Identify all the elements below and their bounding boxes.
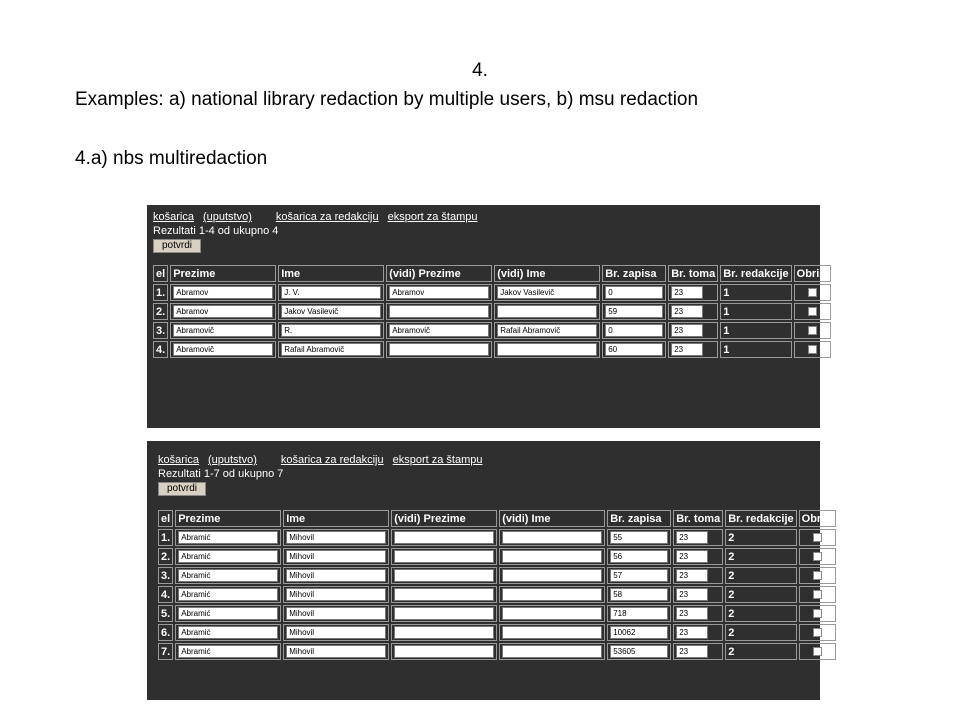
surname-cell [170, 322, 276, 339]
see-name-cell [499, 586, 605, 603]
column-header-surname: Prezime [175, 510, 281, 527]
record-count-field[interactable]: 10062 [610, 626, 668, 639]
volume-number-cell [673, 548, 723, 565]
table-row [158, 529, 836, 546]
row-number-cell: 5. [158, 605, 173, 622]
column-header-record-count: Br. zapisa [607, 510, 671, 527]
record-count-field[interactable]: 59 [605, 305, 663, 318]
delete-checkbox[interactable] [813, 590, 822, 599]
volume-number-cell [668, 341, 718, 358]
print-export-link[interactable]: eksport za štampu [387, 211, 478, 223]
name-cell [283, 567, 389, 584]
surname-field[interactable]: Abramić [178, 588, 278, 601]
see-name-field[interactable] [502, 645, 602, 658]
record-count-cell [602, 341, 666, 358]
see-surname-field[interactable] [394, 550, 494, 563]
name-cell [283, 529, 389, 546]
volume-number-field[interactable]: 23 [671, 324, 703, 337]
name-cell [283, 605, 389, 622]
volume-number-field[interactable]: 23 [676, 645, 708, 658]
record-count-cell [607, 643, 671, 660]
volume-number-cell [668, 284, 718, 301]
see-surname-cell [391, 586, 497, 603]
name-cell [283, 548, 389, 565]
delete-checkbox[interactable] [808, 307, 817, 316]
record-count-field[interactable]: 0 [605, 324, 663, 337]
column-header-record-count: Br. zapisa [602, 265, 666, 282]
record-count-cell [607, 548, 671, 565]
see-name-cell [499, 624, 605, 641]
name-field[interactable]: Mihovil [286, 569, 386, 582]
name-cell [283, 586, 389, 603]
see-name-cell [499, 529, 605, 546]
results-table [151, 263, 833, 360]
surname-field[interactable]: Abramić [178, 550, 278, 563]
see-surname-field[interactable]: Abramovič [389, 324, 489, 337]
record-count-cell [602, 322, 666, 339]
see-name-field[interactable] [502, 626, 602, 639]
volume-number-cell [673, 643, 723, 660]
see-surname-field[interactable] [389, 305, 489, 318]
record-count-field[interactable]: 0 [605, 286, 663, 299]
see-name-field[interactable]: Jakov Vasilevič [497, 286, 597, 299]
name-field[interactable]: Mihovil [286, 626, 386, 639]
see-name-cell [494, 303, 600, 320]
name-cell [278, 322, 384, 339]
see-surname-field[interactable] [394, 626, 494, 639]
table-row [158, 643, 836, 660]
delete-checkbox[interactable] [808, 326, 817, 335]
name-field[interactable]: Mihovil [286, 531, 386, 544]
see-name-field[interactable] [502, 569, 602, 582]
volume-number-field[interactable]: 23 [671, 343, 703, 356]
table-row [153, 341, 831, 358]
delete-cell [799, 605, 837, 622]
see-name-cell [499, 548, 605, 565]
name-field[interactable]: J. V. [281, 286, 381, 299]
see-name-field[interactable]: Rafail Abramovič [497, 324, 597, 337]
column-header-row-number: el [158, 510, 173, 527]
column-header-see-surname: (vidi) Prezime [386, 265, 492, 282]
see-surname-cell [386, 303, 492, 320]
see-name-cell [499, 605, 605, 622]
column-header-redaction-number: Br. redakcije [725, 510, 796, 527]
name-field[interactable]: Rafail Abramovič [281, 343, 381, 356]
nav-links [153, 211, 814, 224]
see-surname-cell [391, 548, 497, 565]
results-count: Rezultati 1-4 od ukupno 4 [153, 225, 279, 237]
volume-number-field[interactable]: 23 [671, 286, 703, 299]
delete-checkbox[interactable] [813, 609, 822, 618]
name-field[interactable]: Mihovil [286, 588, 386, 601]
delete-cell [794, 322, 832, 339]
see-surname-cell [391, 605, 497, 622]
delete-cell [799, 529, 837, 546]
print-export-link[interactable]: eksport za štampu [392, 454, 483, 466]
redaction-number-cell: 2 [725, 548, 796, 565]
surname-cell [170, 341, 276, 358]
redaction-number-cell: 2 [725, 586, 796, 603]
results-table [156, 508, 838, 662]
delete-checkbox[interactable] [813, 571, 822, 580]
row-number-cell: 2. [158, 548, 173, 565]
results-count: Rezultati 1-7 od ukupno 7 [158, 468, 284, 480]
row-number-cell: 7. [158, 643, 173, 660]
table-row [153, 303, 831, 320]
see-name-cell [494, 341, 600, 358]
surname-cell [175, 567, 281, 584]
surname-cell [175, 586, 281, 603]
name-cell [278, 284, 384, 301]
see-name-cell [494, 284, 600, 301]
record-count-field[interactable]: 718 [610, 607, 668, 620]
column-header-surname: Prezime [170, 265, 276, 282]
record-count-field[interactable]: 56 [610, 550, 668, 563]
row-number-cell: 3. [153, 322, 168, 339]
redaction-number-cell: 1 [720, 322, 791, 339]
delete-checkbox[interactable] [813, 647, 822, 656]
see-name-cell [499, 643, 605, 660]
cart-link[interactable]: košarica [158, 454, 199, 466]
surname-cell [175, 548, 281, 565]
row-number-cell: 4. [153, 341, 168, 358]
record-count-field[interactable]: 58 [610, 588, 668, 601]
volume-number-cell [668, 322, 718, 339]
name-field[interactable]: Mihovil [286, 645, 386, 658]
name-field[interactable]: Mihovil [286, 550, 386, 563]
surname-field[interactable]: Abramić [178, 569, 278, 582]
delete-cell [799, 643, 837, 660]
volume-number-field[interactable]: 23 [676, 531, 708, 544]
confirm-button[interactable]: potvrdi [158, 482, 206, 496]
see-surname-cell [386, 341, 492, 358]
delete-cell [799, 586, 837, 603]
delete-cell [794, 303, 832, 320]
column-header-see-name: (vidi) Ime [499, 510, 605, 527]
surname-field[interactable]: Abramić [178, 645, 278, 658]
column-header-volume-number: Br. toma [673, 510, 723, 527]
redaction-number-cell: 2 [725, 567, 796, 584]
see-name-field[interactable] [497, 305, 597, 318]
delete-cell [794, 341, 832, 358]
name-field[interactable]: Jakov Vasilevič [281, 305, 381, 318]
redaction-number-cell: 1 [720, 341, 791, 358]
confirm-button[interactable]: potvrdi [153, 239, 201, 253]
row-number-cell: 3. [158, 567, 173, 584]
results-panel-msu [147, 441, 834, 700]
surname-cell [175, 605, 281, 622]
table-header-row [153, 265, 831, 282]
see-surname-cell [391, 624, 497, 641]
volume-number-cell [668, 303, 718, 320]
table-row [153, 322, 831, 339]
slide-number: 4. [472, 60, 488, 81]
row-number-cell: 6. [158, 624, 173, 641]
record-count-field[interactable]: 60 [605, 343, 663, 356]
surname-cell [170, 303, 276, 320]
see-surname-cell [386, 284, 492, 301]
redaction-number-cell: 2 [725, 605, 796, 622]
name-field[interactable]: Mihovil [286, 607, 386, 620]
surname-field[interactable]: Abramić [178, 607, 278, 620]
delete-checkbox[interactable] [813, 552, 822, 561]
see-surname-field[interactable] [394, 531, 494, 544]
delete-checkbox[interactable] [813, 533, 822, 542]
see-surname-field[interactable] [394, 569, 494, 582]
see-surname-cell [391, 529, 497, 546]
delete-cell [794, 284, 832, 301]
see-name-field[interactable] [502, 531, 602, 544]
nav-links [158, 454, 814, 467]
name-cell [283, 624, 389, 641]
surname-cell [175, 529, 281, 546]
see-surname-field[interactable] [394, 588, 494, 601]
column-header-name: Ime [283, 510, 389, 527]
column-header-name: Ime [278, 265, 384, 282]
delete-cell [799, 567, 837, 584]
table-row [158, 605, 836, 622]
row-number-cell: 1. [153, 284, 168, 301]
delete-checkbox[interactable] [813, 628, 822, 637]
column-header-see-name: (vidi) Ime [494, 265, 600, 282]
see-surname-cell [391, 567, 497, 584]
see-surname-field[interactable] [394, 607, 494, 620]
volume-number-field[interactable]: 23 [676, 550, 708, 563]
table-row [158, 586, 836, 603]
surname-field[interactable]: Abramovič [173, 324, 273, 337]
slide-subtitle: 4.a) nbs multiredaction [75, 148, 268, 169]
table-row [153, 284, 831, 301]
see-name-field[interactable] [502, 588, 602, 601]
row-number-cell: 1. [158, 529, 173, 546]
see-name-cell [494, 322, 600, 339]
table-header-row [158, 510, 836, 527]
column-header-delete: Obriši [799, 510, 837, 527]
surname-field[interactable]: Abramić [178, 626, 278, 639]
see-name-cell [499, 567, 605, 584]
surname-field[interactable]: Abramov [173, 286, 273, 299]
record-count-cell [607, 624, 671, 641]
surname-field[interactable]: Abramić [178, 531, 278, 544]
delete-cell [799, 548, 837, 565]
instructions-link[interactable]: (uputstvo) [202, 211, 252, 223]
redaction-cart-link[interactable]: košarica za redakciju [280, 454, 384, 466]
record-count-field[interactable]: 57 [610, 569, 668, 582]
redaction-number-cell: 2 [725, 529, 796, 546]
redaction-cart-link[interactable]: košarica za redakciju [275, 211, 379, 223]
column-header-redaction-number: Br. redakcije [720, 265, 791, 282]
redaction-number-cell: 2 [725, 624, 796, 641]
row-number-cell: 2. [153, 303, 168, 320]
volume-number-field[interactable]: 23 [676, 626, 708, 639]
volume-number-field[interactable]: 23 [676, 588, 708, 601]
volume-number-cell [673, 605, 723, 622]
volume-number-field[interactable]: 23 [676, 569, 708, 582]
delete-cell [799, 624, 837, 641]
record-count-cell [607, 529, 671, 546]
see-surname-field[interactable]: Abramov [389, 286, 489, 299]
surname-field[interactable]: Abramov [173, 305, 273, 318]
name-cell [278, 303, 384, 320]
name-cell [283, 643, 389, 660]
delete-checkbox[interactable] [808, 288, 817, 297]
redaction-number-cell: 1 [720, 284, 791, 301]
name-field[interactable]: R. [281, 324, 381, 337]
see-name-field[interactable] [502, 607, 602, 620]
see-name-field[interactable] [497, 343, 597, 356]
column-header-delete: Obriši [794, 265, 832, 282]
record-count-field[interactable]: 53605 [610, 645, 668, 658]
surname-cell [170, 284, 276, 301]
column-header-row-number: el [153, 265, 168, 282]
record-count-field[interactable]: 55 [610, 531, 668, 544]
surname-field[interactable]: Abramovič [173, 343, 273, 356]
record-count-cell [607, 567, 671, 584]
record-count-cell [602, 284, 666, 301]
volume-number-field[interactable]: 23 [671, 305, 703, 318]
surname-cell [175, 643, 281, 660]
table-row [158, 567, 836, 584]
table-row [158, 548, 836, 565]
name-cell [278, 341, 384, 358]
see-name-field[interactable] [502, 550, 602, 563]
delete-checkbox[interactable] [808, 345, 817, 354]
slide-title: Examples: a) national library redaction by multiple users, b) msu redaction [75, 89, 699, 110]
volume-number-cell [673, 624, 723, 641]
results-panel-nbs [147, 205, 829, 428]
record-count-cell [602, 303, 666, 320]
table-row [158, 624, 836, 641]
surname-cell [175, 624, 281, 641]
column-header-see-surname: (vidi) Prezime [391, 510, 497, 527]
row-number-cell: 4. [158, 586, 173, 603]
see-surname-field[interactable] [389, 343, 489, 356]
see-surname-cell [391, 643, 497, 660]
volume-number-field[interactable]: 23 [676, 607, 708, 620]
column-header-volume-number: Br. toma [668, 265, 718, 282]
record-count-cell [607, 605, 671, 622]
redaction-number-cell: 2 [725, 643, 796, 660]
volume-number-cell [673, 567, 723, 584]
volume-number-cell [673, 529, 723, 546]
instructions-link[interactable]: (uputstvo) [207, 454, 257, 466]
volume-number-cell [673, 586, 723, 603]
record-count-cell [607, 586, 671, 603]
see-surname-field[interactable] [394, 645, 494, 658]
redaction-number-cell: 1 [720, 303, 791, 320]
see-surname-cell [386, 322, 492, 339]
cart-link[interactable]: košarica [153, 211, 194, 223]
